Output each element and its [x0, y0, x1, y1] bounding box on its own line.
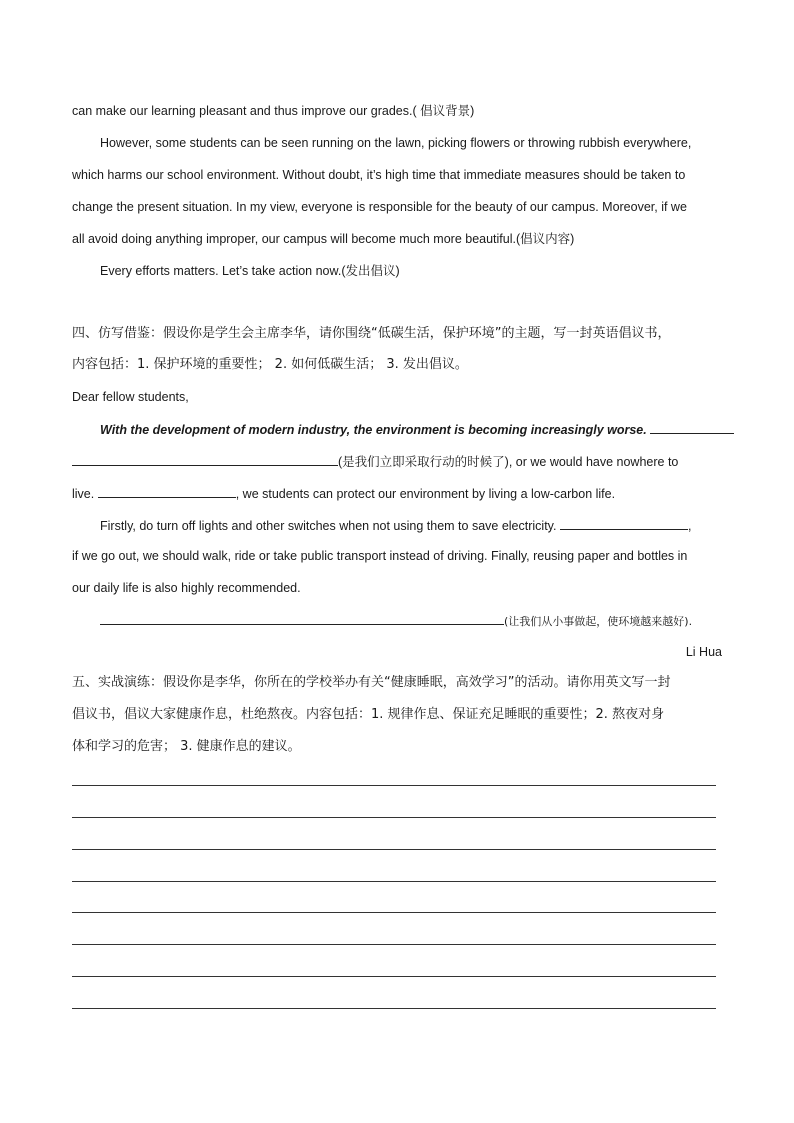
sample-line-1: can make our learning pleasant and thus improve our grades.( 倡议背景) — [72, 104, 475, 118]
answer-blank[interactable] — [560, 517, 688, 530]
answer-blank[interactable] — [650, 421, 734, 434]
letter-paragraph-1-line-1 — [100, 421, 734, 438]
letter-paragraph-3-line-1: Firstly, do turn off lights and other switches when not using them to save electricity. , — [100, 519, 692, 533]
sample-line-5: all avoid doing anything improper, our campus will become much more beautiful.(倡议内容) — [72, 232, 575, 246]
answer-blank[interactable] — [98, 485, 236, 498]
writing-line[interactable] — [72, 976, 716, 977]
writing-line[interactable] — [72, 817, 716, 818]
hint-text: (让我们从小事做起，使环境越来越好). — [504, 615, 693, 628]
letter-paragraph-3-line-2: if we go out, we should walk, ride or take public transport instead of driving. Finally, reusing paper and bottles in — [72, 549, 688, 563]
section5-heading-line-1: 五、实战演练：假设你是李华，你所在的学校举办有关“健康睡眠，高效学习”的活动。请你用英文写一封 — [72, 675, 671, 690]
answer-blank[interactable] — [72, 453, 338, 466]
section4-heading-line-1: 四、仿写借鉴：假设你是学生会主席李华，请你围绕“低碳生活，保护环境”的主题，写一封英语倡议书， — [72, 326, 671, 341]
sample-line-3: which harms our school environment. Without doubt, it’s high time that immediate measures should be taken to — [72, 168, 686, 182]
writing-line[interactable] — [72, 944, 716, 945]
letter-opening-sentence: With the development of modern industry, the environment is becoming increasingly worse. — [100, 423, 647, 437]
sample-line-4: change the present situation. In my view, everyone is responsible for the beauty of our campus. Moreover, if we — [72, 200, 687, 214]
section5-heading-line-3: 体和学习的危害； 3. 健康作息的建议。 — [72, 739, 301, 754]
letter-paragraph-3-line-3: our daily life is also highly recommended. — [72, 581, 301, 595]
writing-line[interactable] — [72, 785, 716, 786]
sample-line-6: Every efforts matters. Let’s take action now.(发出倡议) — [100, 264, 400, 278]
writing-line[interactable] — [72, 1008, 716, 1009]
letter-greeting: Dear fellow students, — [72, 390, 189, 404]
writing-line[interactable] — [72, 912, 716, 913]
hint-text: (是我们立即采取行动的时候了) — [338, 455, 509, 469]
section5-heading-line-2: 倡议书，倡议大家健康作息，杜绝熬夜。内容包括：1. 规律作息、保证充足睡眠的重要性；2. 熬夜对身 — [72, 707, 665, 722]
sample-line-2: However, some students can be seen running on the lawn, picking flowers or throwing rubbish everywhere, — [100, 136, 692, 150]
letter-paragraph-4-line — [100, 612, 692, 630]
writing-line[interactable] — [72, 849, 716, 850]
writing-line[interactable] — [72, 881, 716, 882]
letter-paragraph-2-line: live. , we students can protect our environment by living a low-carbon life. — [72, 487, 616, 501]
letter-paragraph-1-line-2: (是我们立即采取行动的时候了), or we would have nowhere to — [72, 453, 678, 470]
answer-blank[interactable] — [100, 612, 504, 625]
letter-signature: Li Hua — [685, 645, 722, 659]
section4-heading-line-2: 内容包括：1. 保护环境的重要性； 2. 如何低碳生活； 3. 发出倡议。 — [72, 357, 468, 372]
